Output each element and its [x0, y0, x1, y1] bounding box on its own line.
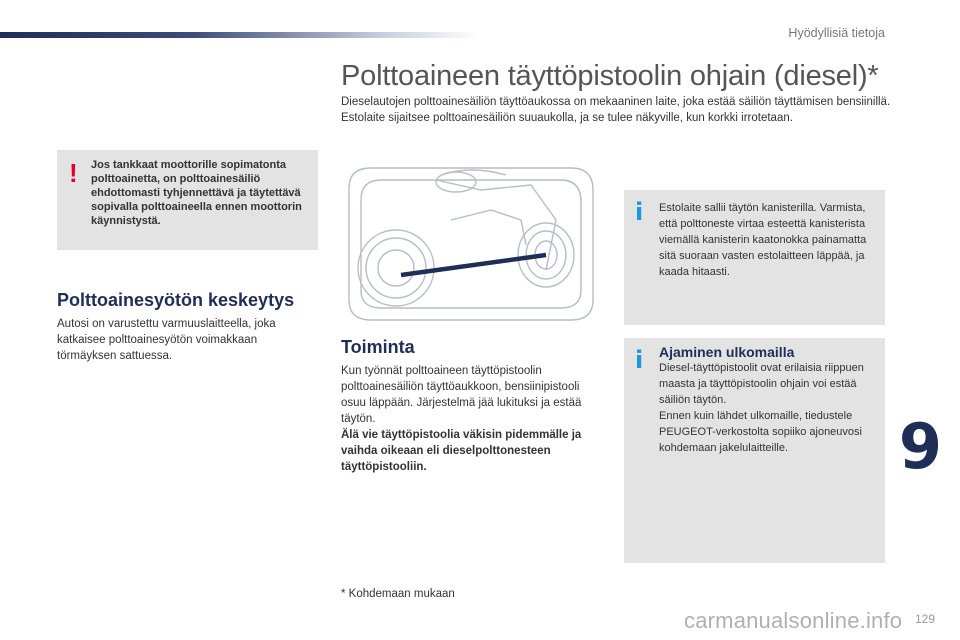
info-box-canister	[624, 190, 885, 325]
header-accent-bar	[0, 32, 480, 38]
info-icon: i	[635, 346, 644, 374]
warning-text: Jos tankkaat moottorille sopimatonta polttoainetta, on polttoainesäiliö ehdottomasti tyhjennettävä ja täytettävä sopivalla polttoaineella ennen moottorin käynnistystä.	[91, 159, 302, 227]
operation-text	[341, 363, 606, 475]
page-number: 129	[914, 612, 935, 626]
info-abroad-content	[659, 344, 879, 456]
intro-paragraph-2: Estolaite sijaitsee polttoainesäiliön suuaukolla, ja se tulee näkyville, kun korkki irrotetaan.	[341, 112, 793, 124]
fuel-filler-illustration	[341, 160, 601, 325]
info-abroad-paragraph-2: Ennen kuin lähdet ulkomaille, tiedustele PEUGEOT-verkostolta sopiiko ajoneuvosi kohdemaan jakelulaitteille.	[659, 410, 862, 454]
info-box-abroad	[624, 338, 885, 563]
fuel-cutoff-heading: Polttoainesyötön keskeytys	[57, 290, 295, 310]
footnote: * Kohdemaan mukaan	[341, 588, 455, 600]
intro-paragraph-1: Dieselautojen polttoainesäiliön täyttöaukossa on mekaaninen laite, joka estää säiliön täyttämisen bensiinillä.	[341, 96, 891, 108]
operation-paragraph: Kun työnnät polttoaineen täyttöpistoolin polttoainesäiliön täyttöaukkoon, bensiinipistooli osuu läppään. Järjestelmä jää lukituksi ja estää täytön.	[341, 365, 582, 425]
exclamation-icon: !	[69, 158, 78, 188]
warning-box	[57, 150, 318, 250]
operation-warning-bold: Älä vie täyttöpistoolia väkisin pidemmälle ja vaihda oikeaan eli dieselpolttonesteen täyttöpistooliin.	[341, 429, 582, 473]
info-canister-text: Estolaite sallii täytön kanisterilla. Varmista, että polttoneste virtaa esteettä kanisterista viemällä kanisterin kaatonokka painamatta sitä suoraan vasten estolaitteen läppää, ja kaada hitaasti.	[659, 202, 867, 278]
chapter-number: 9	[898, 410, 942, 483]
intro-text	[341, 94, 901, 126]
page-title: Polttoaineen täyttöpistoolin ohjain (diesel)*	[341, 60, 879, 92]
section-title: Hyödyllisiä tietoja	[788, 26, 885, 40]
fuel-cutoff-text: Autosi on varustettu varmuuslaitteella, joka katkaisee polttoainesyötön voimakkaan törmäyksen sattuessa.	[57, 318, 276, 362]
info-abroad-paragraph-1: Diesel-täyttöpistoolit ovat erilaisia riippuen maasta ja täyttöpistoolin ohjain voi estää säiliön täytön.	[659, 362, 864, 406]
watermark-text: carmanualsonline.info	[684, 608, 903, 633]
operation-heading: Toiminta	[341, 337, 415, 357]
info-abroad-heading: Ajaminen ulkomailla	[659, 344, 795, 360]
info-icon: i	[635, 198, 644, 226]
